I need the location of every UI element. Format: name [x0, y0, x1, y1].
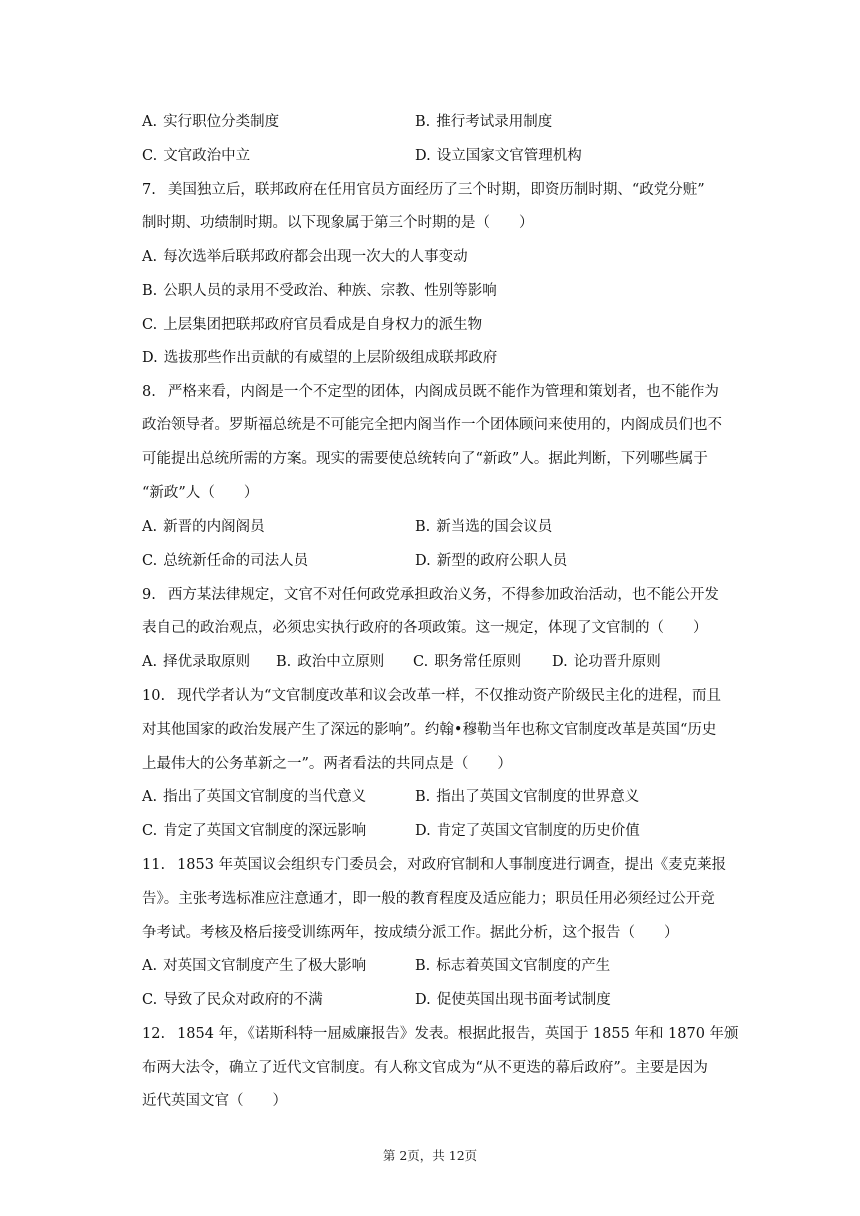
question-text: 1853 年英国议会组织专门委员会，对政府官制和人事制度进行调查，提出《麦克莱报: [177, 857, 727, 873]
option-text: 指出了英国文官制度的当代意义: [163, 789, 367, 805]
q6-option-a: [142, 112, 279, 132]
option-label: C.: [142, 553, 158, 569]
option-text: 新晋的内阁阁员: [163, 519, 265, 535]
option-text: 导致了民众对政府的不满: [163, 992, 323, 1008]
q8-stem-line-2: 政治领导者。罗斯福总统是不可能完全把内阁当作一个团体顾问来使用的，内阁成员们也不: [142, 417, 722, 433]
q10-stem-line-1: [142, 686, 721, 706]
question-number: 12.: [142, 1026, 166, 1042]
q8-stem-line-3: 可能提出总统所需的方案。现实的需要使总统转向了“新政”人。据此判断，下列哪些属于: [142, 451, 708, 467]
question-text: 现代学者认为“文官制度改革和议会改革一样，不仅推动资产阶级民主化的进程，而且: [177, 688, 721, 704]
q8-option-b: [415, 517, 552, 537]
option-text: 文官政治中立: [163, 148, 251, 164]
question-number: 8.: [142, 384, 156, 400]
q9-stem-line-2: 表自己的政治观点，必须忠实执行政府的各项政策。这一规定，体现了文官制的（ ）: [142, 620, 708, 636]
option-text: 公职人员的录用不受政治、种族、宗教、性别等影响: [163, 283, 497, 299]
option-label: B.: [415, 114, 431, 130]
option-text: 新当选的国会议员: [436, 519, 553, 535]
q6-option-b: [415, 112, 552, 132]
question-text: 美国独立后，联邦政府在任用官员方面经历了三个时期，即资历制时期、“政党分赃”: [167, 182, 705, 198]
option-label: B.: [276, 654, 292, 670]
q7-option-d: [142, 348, 497, 368]
option-text: 标志着英国文官制度的产生: [436, 958, 611, 974]
q10-option-b: [415, 787, 639, 807]
option-label: C.: [142, 823, 158, 839]
option-text: 肯定了英国文官制度的深远影响: [163, 823, 367, 839]
option-label: C.: [413, 654, 429, 670]
option-text: 论功晋升原则: [573, 654, 661, 670]
option-text: 上层集团把联邦政府官员看成是自身权力的派生物: [163, 317, 483, 333]
option-text: 总统新任命的司法人员: [163, 553, 309, 569]
q10-stem-line-2: 对其他国家的政治发展产生了深远的影响”。约翰•穆勒当年也称文官制度改革是英国“历史: [142, 722, 717, 738]
q11-option-c: [142, 990, 323, 1010]
q6-option-d: [415, 146, 582, 166]
q9-option-a: [142, 652, 250, 672]
question-number: 9.: [142, 587, 156, 603]
option-label: D.: [415, 992, 431, 1008]
q12-stem-line-2: 布两大法令，确立了近代文官制度。有人称文官成为“从不更迭的幕后政府”。主要是因为: [142, 1060, 708, 1076]
option-text: 对英国文官制度产生了极大影响: [163, 958, 367, 974]
option-label: A.: [142, 519, 158, 535]
option-label: A.: [142, 114, 158, 130]
option-label: B.: [415, 519, 431, 535]
option-label: B.: [142, 283, 158, 299]
option-label: D.: [415, 553, 431, 569]
q8-stem-line-4: “新政”人（ ）: [142, 485, 259, 501]
q11-stem-line-1: [142, 855, 726, 875]
option-label: C.: [142, 317, 158, 333]
q7-option-b: [142, 281, 497, 301]
q11-option-a: [142, 956, 366, 976]
option-label: D.: [142, 350, 158, 366]
q8-option-c: [142, 551, 308, 571]
option-text: 实行职位分类制度: [163, 114, 280, 130]
q11-option-d: [415, 990, 611, 1010]
q10-stem-line-3: 上最伟大的公务革新之一”。两者看法的共同点是（ ）: [142, 756, 512, 772]
option-text: 肯定了英国文官制度的历史价值: [436, 823, 640, 839]
option-text: 选拔那些作出贡献的有威望的上层阶级组成联邦政府: [163, 350, 498, 366]
q9-option-d: [552, 652, 661, 672]
q7-stem-line-1: [142, 180, 705, 200]
option-text: 推行考试录用制度: [436, 114, 553, 130]
q10-option-a: [142, 787, 366, 807]
option-label: C.: [142, 992, 158, 1008]
q6-option-c: [142, 146, 250, 166]
option-text: 促使英国出现书面考试制度: [436, 992, 611, 1008]
question-number: 11.: [142, 857, 166, 873]
q11-stem-line-3: 争考试。考核及格后接受训练两年，按成绩分派工作。据此分析，这个报告（ ）: [142, 925, 679, 941]
option-label: A.: [142, 654, 158, 670]
q11-stem-line-2: 告》。主张考选标准应注意通才，即一般的教育程度及适应能力；职员任用必须经过公开竞: [142, 891, 715, 907]
option-label: D.: [415, 148, 431, 164]
option-label: A.: [142, 249, 158, 265]
q7-option-c: [142, 315, 482, 335]
question-text: 1854 年，《诺斯科特一屈威廉报告》发表。根据此报告，英国于 1855 年和 1870 年颁: [177, 1026, 739, 1042]
q11-option-b: [415, 956, 610, 976]
q10-option-c: [142, 821, 366, 841]
option-text: 职务常任原则: [434, 654, 522, 670]
option-label: B.: [415, 958, 431, 974]
option-label: C.: [142, 148, 158, 164]
option-text: 择优录取原则: [163, 654, 251, 670]
option-text: 每次选举后联邦政府都会出现一次大的人事变动: [163, 249, 468, 265]
q10-option-d: [415, 821, 640, 841]
option-label: D.: [415, 823, 431, 839]
q8-stem-line-1: [142, 382, 719, 402]
question-text: 严格来看，内阁是一个不定型的团体，内阁成员既不能作为管理和策划者，也不能作为: [167, 384, 719, 400]
q12-stem-line-1: [142, 1024, 739, 1044]
option-text: 设立国家文官管理机构: [436, 148, 582, 164]
q12-stem-line-3: 近代英国文官（ ）: [142, 1093, 287, 1109]
option-label: A.: [142, 958, 158, 974]
q7-stem-line-2: 制时期、功绩制时期。以下现象属于第三个时期的是（ ）: [142, 215, 534, 231]
question-text: 西方某法律规定，文官不对任何政党承担政治义务，不得参加政治活动，也不能公开发: [167, 587, 719, 603]
page-footer: 第 2页，共 12页: [382, 1148, 478, 1163]
q9-option-b: [276, 652, 384, 672]
option-label: D.: [552, 654, 568, 670]
q9-stem-line-1: [142, 585, 719, 605]
q8-option-a: [142, 517, 265, 537]
option-text: 指出了英国文官制度的世界意义: [436, 789, 640, 805]
option-label: A.: [142, 789, 158, 805]
q8-option-d: [415, 551, 567, 571]
q7-option-a: [142, 247, 468, 267]
option-label: B.: [415, 789, 431, 805]
q9-option-c: [413, 652, 521, 672]
question-number: 7.: [142, 182, 156, 198]
option-text: 政治中立原则: [297, 654, 385, 670]
option-text: 新型的政府公职人员: [436, 553, 568, 569]
question-number: 10.: [142, 688, 166, 704]
